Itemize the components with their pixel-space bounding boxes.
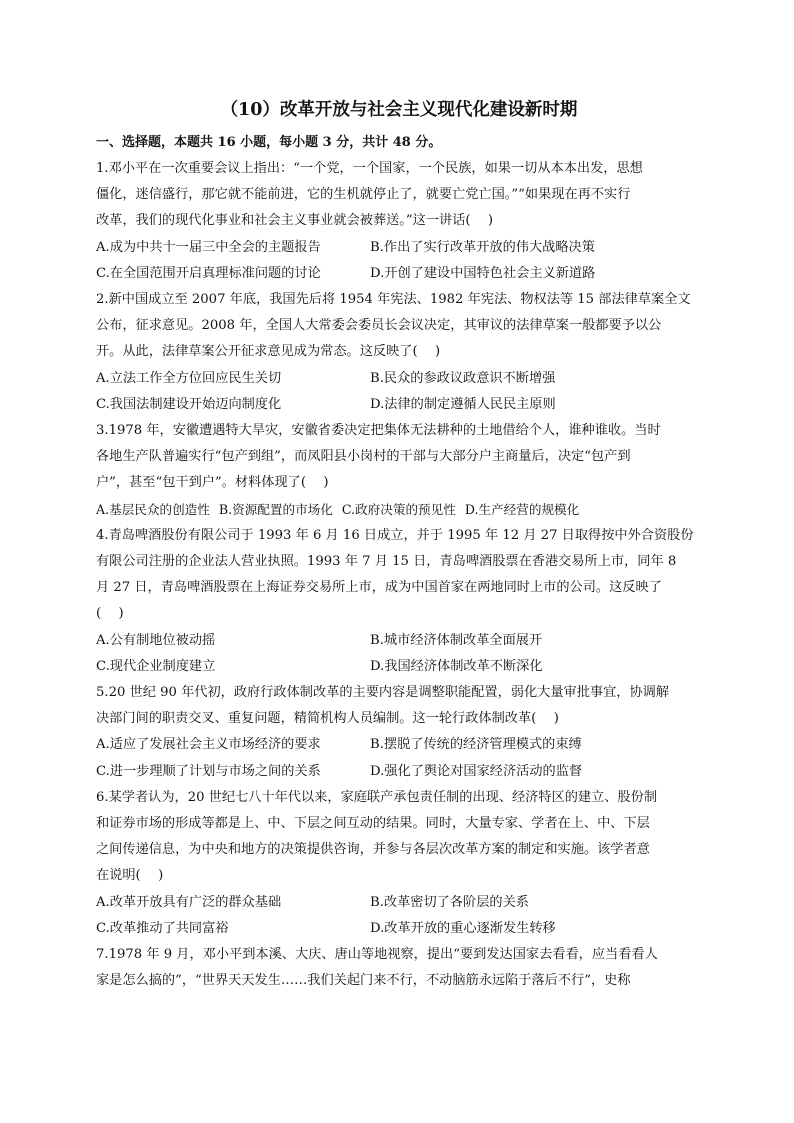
options-row xyxy=(96,261,702,287)
options-row xyxy=(96,916,702,942)
question-5 xyxy=(96,680,702,785)
option-b: B.摆脱了传统的经济管理模式的束缚 xyxy=(370,737,582,753)
question-3 xyxy=(96,418,702,523)
question-line: 2.新中国成立至 2007 年底，我国先后将 1954 年宪法、1982 年宪法、物权法等 15 部法律草案全文 xyxy=(96,292,691,308)
question-line: 开。从此，法律草案公开征求意见成为常态。这反映了( ) xyxy=(96,344,441,360)
option-a: A.公有制地位被动摇 xyxy=(96,632,216,648)
options-row xyxy=(96,366,702,392)
question-line: 7.1978 年 9 月，邓小平到本溪、大庆、唐山等地视察，提出“要到发达国家去看看，应当看看人 xyxy=(96,947,658,963)
question-line: 6.某学者认为，20 世纪七八十年代以来，家庭联产承包责任制的出现、经济特区的建立、股份制 xyxy=(96,789,658,805)
question-1 xyxy=(96,156,702,287)
question-line: 决部门间的职责交叉、重复问题，精简机构人员编制。这一轮行政体制改革( ) xyxy=(96,711,559,727)
options-row xyxy=(96,497,702,523)
option-a: A.基层民众的创造性 xyxy=(96,501,210,517)
option-c: C.我国法制建设开始迈向制度化 xyxy=(96,396,282,412)
question-line: 5.20 世纪 90 年代初，政府行政体制改革的主要内容是调整职能配置，弱化大量审批事宜，协调解 xyxy=(96,685,670,701)
question-line: 3.1978 年，安徽遭遇特大旱灾，安徽省委决定把集体无法耕种的土地借给个人，谁种谁收。当时 xyxy=(96,423,661,439)
question-line: 家是怎么搞的”，“世界天天发生……我们关起门来不行，不动脑筋永远陷于落后不行”，史称 xyxy=(96,973,631,989)
question-6 xyxy=(96,785,702,942)
question-line: ( ) xyxy=(96,606,124,622)
question-7 xyxy=(96,942,702,994)
option-a: A.适应了发展社会主义市场经济的要求 xyxy=(96,737,321,753)
option-c: C.现代企业制度建立 xyxy=(96,658,216,674)
option-a: A.改革开放具有广泛的群众基础 xyxy=(96,894,282,910)
option-d: D.法律的制定遵循人民民主原则 xyxy=(370,396,556,412)
option-b: B.资源配置的市场化 xyxy=(218,501,333,517)
option-b: B.改革密切了各阶层的关系 xyxy=(370,894,529,910)
option-d: D.我国经济体制改革不断深化 xyxy=(370,658,543,674)
options-row xyxy=(96,235,702,261)
option-a: A.立法工作全方位回应民生关切 xyxy=(96,370,282,386)
option-b: B.民众的参政议政意识不断增强 xyxy=(370,370,556,386)
option-c: C.改革推动了共同富裕 xyxy=(96,920,229,936)
options-row xyxy=(96,732,702,758)
option-c: C.在全国范围开启真理标准问题的讨论 xyxy=(96,265,321,281)
option-a: A.成为中共十一届三中全会的主题报告 xyxy=(96,239,321,255)
question-line: 月 27 日，青岛啤酒股票在上海证券交易所上市，成为中国首家在两地同时上市的公司。这反映了 xyxy=(96,580,662,596)
question-line: 有限公司注册的企业法人营业执照。1993 年 7 月 15 日，青岛啤酒股票在香港交易所上市，同年 8 xyxy=(96,554,677,570)
question-line: 改革，我们的现代化事业和社会主义事业就会被葬送。”这一讲话( ) xyxy=(96,213,494,229)
option-b: B.作出了实行改革开放的伟大战略决策 xyxy=(370,239,595,255)
options-row xyxy=(96,654,702,680)
question-line: 和证券市场的形成等都是上、中、下层之间互动的结果。同时，大量专家、学者在上、中、下层 xyxy=(96,816,650,832)
option-c: C.政府决策的预见性 xyxy=(341,501,456,517)
section-heading: 一、选择题，本题共 16 小题，每小题 3 分，共计 48 分。 xyxy=(96,135,442,150)
page-title: （10）改革开放与社会主义现代化建设新时期 xyxy=(220,100,578,120)
option-d: D.开创了建设中国特色社会主义新道路 xyxy=(370,265,596,281)
question-2 xyxy=(96,287,702,418)
question-line: 在说明( ) xyxy=(96,868,164,884)
option-d: D.强化了舆论对国家经济活动的监督 xyxy=(370,763,583,779)
question-line: 户”，甚至“包干到户”。材料体现了( ) xyxy=(96,475,329,491)
options-row xyxy=(96,890,702,916)
option-d: D.生产经营的规模化 xyxy=(464,501,580,517)
option-b: B.城市经济体制改革全面展开 xyxy=(370,632,543,648)
options-row xyxy=(96,628,702,654)
question-line: 之间传递信息，为中央和地方的决策提供咨询，并参与各层次改革方案的制定和实施。该学者意 xyxy=(96,842,650,858)
options-row xyxy=(96,759,702,785)
question-line: 4.青岛啤酒股份有限公司于 1993 年 6 月 16 日成立，并于 1995 年 12 月 27 日取得按中外合资股份 xyxy=(96,527,694,543)
document-page xyxy=(96,92,702,995)
question-line: 僵化，迷信盛行，那它就不能前进，它的生机就停止了，就要亡党亡国。”“如果现在再不实行 xyxy=(96,187,631,203)
question-line: 各地生产队普遍实行“包产到组”，而凤阳县小岗村的干部与大部分户主商量后，决定“包产到 xyxy=(96,449,631,465)
option-c: C.进一步理顺了计划与市场之间的关系 xyxy=(96,763,321,779)
option-d: D.改革开放的重心逐渐发生转移 xyxy=(370,920,556,936)
question-4 xyxy=(96,523,702,680)
options-row xyxy=(96,392,702,418)
question-line: 公布，征求意见。2008 年，全国人大常委会委员长会议决定，其审议的法律草案一般都要予以公 xyxy=(96,318,662,334)
question-line: 1.邓小平在一次重要会议上指出：“一个党，一个国家，一个民族，如果一切从本本出发，思想 xyxy=(96,161,643,176)
